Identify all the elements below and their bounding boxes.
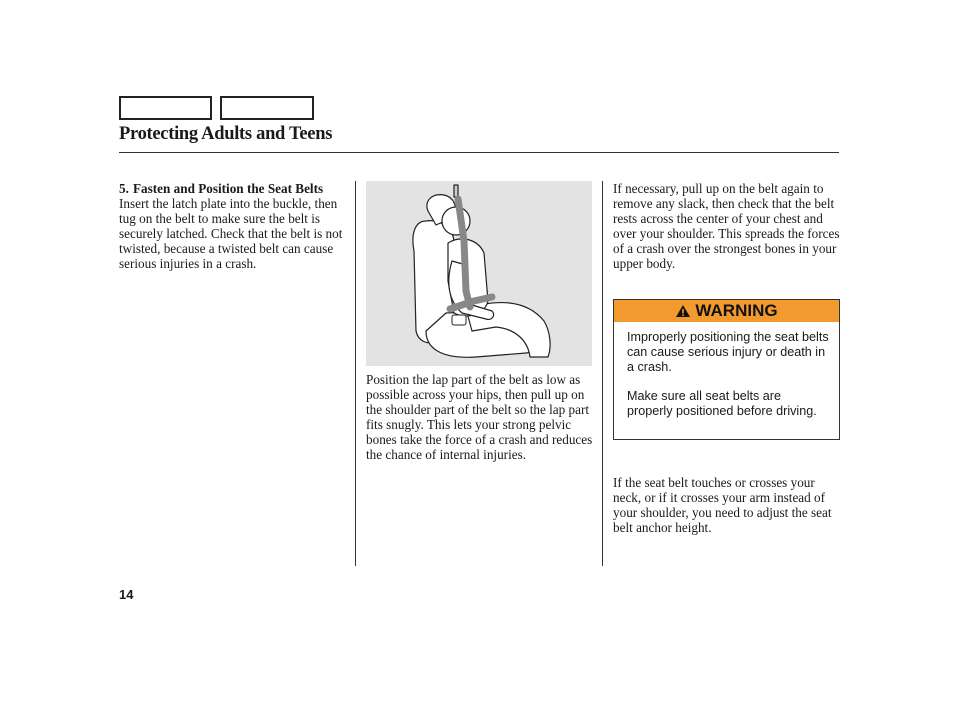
- warning-text-2: Make sure all seat belts are properly positioned before driving.: [627, 389, 817, 418]
- column-2: [366, 372, 594, 462]
- warning-triangle-icon: [675, 304, 691, 318]
- seated-person-drawing: [366, 181, 592, 366]
- warning-box: [613, 299, 840, 440]
- step-heading-text: Fasten and Position the Seat Belts: [133, 181, 324, 196]
- page-number: 14: [119, 587, 134, 602]
- seatbelt-illustration: [366, 181, 592, 366]
- page-title: Protecting Adults and Teens: [119, 124, 333, 144]
- warning-header: [614, 300, 839, 322]
- column-3-lower: [613, 462, 843, 548]
- warning-text-1: Improperly positioning the seat belts can cause serious injury or death in a crash.: [627, 330, 829, 374]
- step-number: 5.: [119, 181, 129, 196]
- header-tab-box-1: [119, 96, 212, 120]
- column-3-body: If necessary, pull up on the belt again to remove any slack, then check that the belt rests across the center of your chest and over your shoulder. This spreads the forces of a crash over the strongest bones in your upper body.: [613, 181, 840, 271]
- column-1-body: Insert the latch plate into the buckle, then tug on the belt to make sure the belt is securely latched. Check that the belt is not twisted, because a twisted belt can cause serious injuries in a crash.: [119, 196, 343, 271]
- title-rule: [119, 152, 839, 153]
- column-divider-1: [355, 181, 356, 566]
- warning-label: WARNING: [695, 301, 778, 320]
- warning-body: [614, 322, 839, 419]
- column-1: [119, 181, 347, 271]
- column-2-body: Position the lap part of the belt as low as possible across your hips, then pull up on the shoulder part of the belt so the lap part fits snugly. This lets your strong pelvic bones take the force of a crash and reduces the chance of internal injuries.: [366, 372, 593, 462]
- column-divider-2: [602, 181, 603, 566]
- step-heading: [119, 181, 347, 196]
- header-tab-box-2: [220, 96, 314, 120]
- column-3: [613, 181, 841, 271]
- column-3-body-2: If the seat belt touches or crosses your neck, or if it crosses your arm instead of your shoulder, you need to adjust the seat belt anchor height.: [613, 475, 832, 536]
